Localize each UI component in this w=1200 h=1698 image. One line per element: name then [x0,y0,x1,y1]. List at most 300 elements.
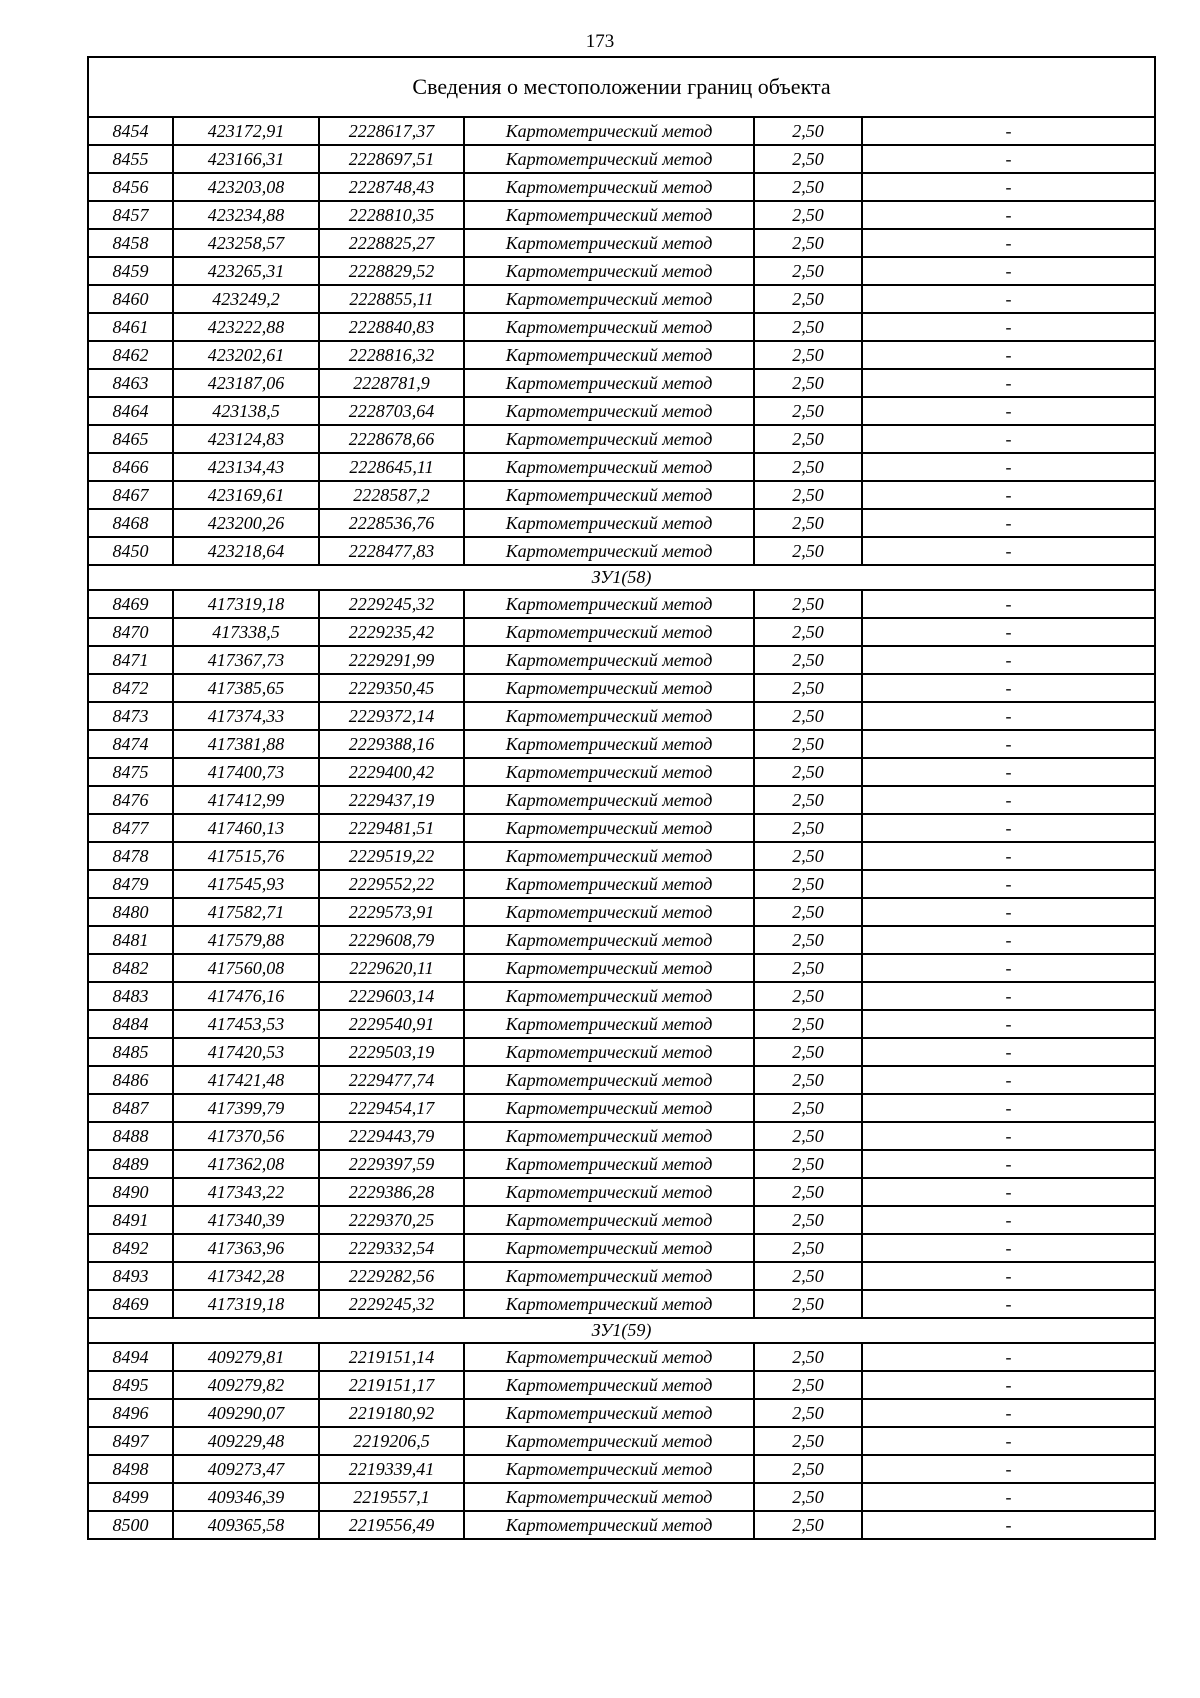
description-cell: - [862,1371,1155,1399]
accuracy-cell: 2,50 [754,1094,862,1122]
method-cell: Картометрический метод [464,926,754,954]
description-cell: - [862,842,1155,870]
table-row [88,618,1155,646]
point-number-cell: 8474 [88,730,173,758]
accuracy-cell: 2,50 [754,201,862,229]
y-coordinate-cell: 2229443,79 [319,1122,464,1150]
method-cell: Картометрический метод [464,1455,754,1483]
y-coordinate-cell: 2219206,5 [319,1427,464,1455]
method-cell: Картометрический метод [464,257,754,285]
point-number-cell: 8491 [88,1206,173,1234]
x-coordinate-cell: 417582,71 [173,898,319,926]
x-coordinate-cell: 423200,26 [173,509,319,537]
description-cell: - [862,758,1155,786]
accuracy-cell: 2,50 [754,1122,862,1150]
table-row [88,1234,1155,1262]
method-cell: Картометрический метод [464,814,754,842]
x-coordinate-cell: 417515,76 [173,842,319,870]
accuracy-cell: 2,50 [754,1511,862,1539]
table-row [88,1038,1155,1066]
method-cell: Картометрический метод [464,1010,754,1038]
point-number-cell: 8498 [88,1455,173,1483]
table-row [88,786,1155,814]
x-coordinate-cell: 423234,88 [173,201,319,229]
description-cell: - [862,341,1155,369]
x-coordinate-cell: 423218,64 [173,537,319,565]
table-title: Сведения о местоположении границ объекта [88,57,1155,117]
table-row [88,1399,1155,1427]
description-cell: - [862,285,1155,313]
description-cell: - [862,1010,1155,1038]
method-cell: Картометрический метод [464,1094,754,1122]
accuracy-cell: 2,50 [754,285,862,313]
x-coordinate-cell: 417338,5 [173,618,319,646]
accuracy-cell: 2,50 [754,481,862,509]
method-cell: Картометрический метод [464,702,754,730]
x-coordinate-cell: 417400,73 [173,758,319,786]
description-cell: - [862,1206,1155,1234]
table-row [88,646,1155,674]
section-header-row [88,1318,1155,1343]
method-cell: Картометрический метод [464,1178,754,1206]
point-number-cell: 8496 [88,1399,173,1427]
method-cell: Картометрический метод [464,898,754,926]
method-cell: Картометрический метод [464,1399,754,1427]
accuracy-cell: 2,50 [754,1150,862,1178]
point-number-cell: 8450 [88,537,173,565]
method-cell: Картометрический метод [464,730,754,758]
point-number-cell: 8467 [88,481,173,509]
description-cell: - [862,1290,1155,1318]
description-cell: - [862,453,1155,481]
table-row [88,1371,1155,1399]
x-coordinate-cell: 423166,31 [173,145,319,173]
x-coordinate-cell: 409279,82 [173,1371,319,1399]
table-row [88,201,1155,229]
x-coordinate-cell: 417343,22 [173,1178,319,1206]
method-cell: Картометрический метод [464,1150,754,1178]
method-cell: Картометрический метод [464,1122,754,1150]
y-coordinate-cell: 2229477,74 [319,1066,464,1094]
description-cell: - [862,173,1155,201]
point-number-cell: 8477 [88,814,173,842]
description-cell: - [862,926,1155,954]
method-cell: Картометрический метод [464,1038,754,1066]
description-cell: - [862,898,1155,926]
coordinates-table-container [87,56,1154,1540]
point-number-cell: 8479 [88,870,173,898]
x-coordinate-cell: 417421,48 [173,1066,319,1094]
description-cell: - [862,145,1155,173]
table-row [88,954,1155,982]
method-cell: Картометрический метод [464,397,754,425]
table-row [88,369,1155,397]
point-number-cell: 8483 [88,982,173,1010]
y-coordinate-cell: 2228810,35 [319,201,464,229]
y-coordinate-cell: 2229400,42 [319,758,464,786]
x-coordinate-cell: 409290,07 [173,1399,319,1427]
accuracy-cell: 2,50 [754,1483,862,1511]
y-coordinate-cell: 2229332,54 [319,1234,464,1262]
table-row [88,1010,1155,1038]
table-row [88,145,1155,173]
method-cell: Картометрический метод [464,117,754,145]
point-number-cell: 8462 [88,341,173,369]
point-number-cell: 8461 [88,313,173,341]
accuracy-cell: 2,50 [754,257,862,285]
accuracy-cell: 2,50 [754,954,862,982]
description-cell: - [862,1483,1155,1511]
x-coordinate-cell: 417381,88 [173,730,319,758]
x-coordinate-cell: 417412,99 [173,786,319,814]
x-coordinate-cell: 417362,08 [173,1150,319,1178]
description-cell: - [862,397,1155,425]
y-coordinate-cell: 2228617,37 [319,117,464,145]
description-cell: - [862,1399,1155,1427]
method-cell: Картометрический метод [464,425,754,453]
point-number-cell: 8478 [88,842,173,870]
method-cell: Картометрический метод [464,229,754,257]
table-row [88,285,1155,313]
x-coordinate-cell: 417374,33 [173,702,319,730]
method-cell: Картометрический метод [464,674,754,702]
table-row [88,814,1155,842]
description-cell: - [862,425,1155,453]
accuracy-cell: 2,50 [754,397,862,425]
table-row [88,926,1155,954]
method-cell: Картометрический метод [464,453,754,481]
accuracy-cell: 2,50 [754,1010,862,1038]
accuracy-cell: 2,50 [754,1343,862,1371]
section-header: ЗУ1(59) [88,1318,1155,1343]
method-cell: Картометрический метод [464,1511,754,1539]
x-coordinate-cell: 417319,18 [173,590,319,618]
accuracy-cell: 2,50 [754,1206,862,1234]
point-number-cell: 8472 [88,674,173,702]
point-number-cell: 8463 [88,369,173,397]
y-coordinate-cell: 2228678,66 [319,425,464,453]
method-cell: Картометрический метод [464,758,754,786]
x-coordinate-cell: 417385,65 [173,674,319,702]
method-cell: Картометрический метод [464,1234,754,1262]
boundary-coordinates-table [87,56,1156,1540]
table-row [88,481,1155,509]
accuracy-cell: 2,50 [754,730,862,758]
accuracy-cell: 2,50 [754,814,862,842]
method-cell: Картометрический метод [464,842,754,870]
description-cell: - [862,814,1155,842]
x-coordinate-cell: 417370,56 [173,1122,319,1150]
accuracy-cell: 2,50 [754,1038,862,1066]
accuracy-cell: 2,50 [754,982,862,1010]
accuracy-cell: 2,50 [754,453,862,481]
point-number-cell: 8466 [88,453,173,481]
point-number-cell: 8476 [88,786,173,814]
description-cell: - [862,201,1155,229]
accuracy-cell: 2,50 [754,786,862,814]
point-number-cell: 8473 [88,702,173,730]
table-row [88,1066,1155,1094]
point-number-cell: 8489 [88,1150,173,1178]
table-row [88,1150,1155,1178]
y-coordinate-cell: 2219151,17 [319,1371,464,1399]
accuracy-cell: 2,50 [754,369,862,397]
x-coordinate-cell: 423187,06 [173,369,319,397]
accuracy-cell: 2,50 [754,646,862,674]
accuracy-cell: 2,50 [754,842,862,870]
method-cell: Картометрический метод [464,201,754,229]
description-cell: - [862,537,1155,565]
table-row [88,1262,1155,1290]
point-number-cell: 8500 [88,1511,173,1539]
description-cell: - [862,618,1155,646]
accuracy-cell: 2,50 [754,509,862,537]
x-coordinate-cell: 417476,16 [173,982,319,1010]
accuracy-cell: 2,50 [754,758,862,786]
x-coordinate-cell: 423203,08 [173,173,319,201]
x-coordinate-cell: 417420,53 [173,1038,319,1066]
y-coordinate-cell: 2228477,83 [319,537,464,565]
method-cell: Картометрический метод [464,1066,754,1094]
description-cell: - [862,257,1155,285]
x-coordinate-cell: 423172,91 [173,117,319,145]
method-cell: Картометрический метод [464,1427,754,1455]
point-number-cell: 8494 [88,1343,173,1371]
method-cell: Картометрический метод [464,646,754,674]
y-coordinate-cell: 2229503,19 [319,1038,464,1066]
accuracy-cell: 2,50 [754,145,862,173]
x-coordinate-cell: 423202,61 [173,341,319,369]
y-coordinate-cell: 2219556,49 [319,1511,464,1539]
x-coordinate-cell: 409365,58 [173,1511,319,1539]
description-cell: - [862,730,1155,758]
y-coordinate-cell: 2228855,11 [319,285,464,313]
description-cell: - [862,481,1155,509]
x-coordinate-cell: 409346,39 [173,1483,319,1511]
description-cell: - [862,870,1155,898]
description-cell: - [862,982,1155,1010]
x-coordinate-cell: 409229,48 [173,1427,319,1455]
description-cell: - [862,1262,1155,1290]
point-number-cell: 8480 [88,898,173,926]
accuracy-cell: 2,50 [754,870,862,898]
description-cell: - [862,117,1155,145]
description-cell: - [862,1427,1155,1455]
x-coordinate-cell: 417579,88 [173,926,319,954]
accuracy-cell: 2,50 [754,674,862,702]
table-row [88,1122,1155,1150]
description-cell: - [862,786,1155,814]
description-cell: - [862,1178,1155,1206]
y-coordinate-cell: 2228703,64 [319,397,464,425]
table-row [88,1178,1155,1206]
method-cell: Картометрический метод [464,313,754,341]
accuracy-cell: 2,50 [754,1371,862,1399]
y-coordinate-cell: 2228587,2 [319,481,464,509]
y-coordinate-cell: 2228840,83 [319,313,464,341]
method-cell: Картометрический метод [464,1483,754,1511]
point-number-cell: 8493 [88,1262,173,1290]
x-coordinate-cell: 423249,2 [173,285,319,313]
x-coordinate-cell: 417340,39 [173,1206,319,1234]
method-cell: Картометрический метод [464,590,754,618]
x-coordinate-cell: 417319,18 [173,1290,319,1318]
point-number-cell: 8486 [88,1066,173,1094]
accuracy-cell: 2,50 [754,1234,862,1262]
x-coordinate-cell: 417342,28 [173,1262,319,1290]
x-coordinate-cell: 409273,47 [173,1455,319,1483]
section-header: ЗУ1(58) [88,565,1155,590]
method-cell: Картометрический метод [464,341,754,369]
method-cell: Картометрический метод [464,369,754,397]
x-coordinate-cell: 423169,61 [173,481,319,509]
point-number-cell: 8460 [88,285,173,313]
method-cell: Картометрический метод [464,870,754,898]
description-cell: - [862,1455,1155,1483]
description-cell: - [862,1511,1155,1539]
table-row [88,313,1155,341]
x-coordinate-cell: 417399,79 [173,1094,319,1122]
y-coordinate-cell: 2228536,76 [319,509,464,537]
x-coordinate-cell: 417545,93 [173,870,319,898]
accuracy-cell: 2,50 [754,898,862,926]
method-cell: Картометрический метод [464,1290,754,1318]
point-number-cell: 8482 [88,954,173,982]
y-coordinate-cell: 2228697,51 [319,145,464,173]
accuracy-cell: 2,50 [754,1399,862,1427]
point-number-cell: 8459 [88,257,173,285]
y-coordinate-cell: 2229245,32 [319,590,464,618]
accuracy-cell: 2,50 [754,702,862,730]
table-row [88,257,1155,285]
method-cell: Картометрический метод [464,537,754,565]
table-row [88,1455,1155,1483]
description-cell: - [862,702,1155,730]
accuracy-cell: 2,50 [754,1066,862,1094]
table-row [88,898,1155,926]
x-coordinate-cell: 423134,43 [173,453,319,481]
method-cell: Картометрический метод [464,1262,754,1290]
table-row [88,758,1155,786]
point-number-cell: 8469 [88,1290,173,1318]
y-coordinate-cell: 2219339,41 [319,1455,464,1483]
point-number-cell: 8465 [88,425,173,453]
table-row [88,425,1155,453]
point-number-cell: 8490 [88,1178,173,1206]
table-body [88,57,1155,1539]
description-cell: - [862,313,1155,341]
y-coordinate-cell: 2228781,9 [319,369,464,397]
y-coordinate-cell: 2229245,32 [319,1290,464,1318]
method-cell: Картометрический метод [464,1206,754,1234]
x-coordinate-cell: 423124,83 [173,425,319,453]
description-cell: - [862,369,1155,397]
y-coordinate-cell: 2228816,32 [319,341,464,369]
point-number-cell: 8454 [88,117,173,145]
y-coordinate-cell: 2228825,27 [319,229,464,257]
x-coordinate-cell: 417560,08 [173,954,319,982]
point-number-cell: 8455 [88,145,173,173]
y-coordinate-cell: 2229481,51 [319,814,464,842]
table-row [88,509,1155,537]
table-row [88,1290,1155,1318]
point-number-cell: 8481 [88,926,173,954]
point-number-cell: 8471 [88,646,173,674]
point-number-cell: 8495 [88,1371,173,1399]
x-coordinate-cell: 417453,53 [173,1010,319,1038]
table-row [88,229,1155,257]
y-coordinate-cell: 2229454,17 [319,1094,464,1122]
table-row [88,537,1155,565]
point-number-cell: 8470 [88,618,173,646]
method-cell: Картометрический метод [464,481,754,509]
method-cell: Картометрический метод [464,618,754,646]
table-row [88,870,1155,898]
y-coordinate-cell: 2229603,14 [319,982,464,1010]
y-coordinate-cell: 2229235,42 [319,618,464,646]
table-row [88,1483,1155,1511]
table-title-row [88,57,1155,117]
table-row [88,173,1155,201]
accuracy-cell: 2,50 [754,117,862,145]
y-coordinate-cell: 2228748,43 [319,173,464,201]
y-coordinate-cell: 2229519,22 [319,842,464,870]
y-coordinate-cell: 2229608,79 [319,926,464,954]
accuracy-cell: 2,50 [754,926,862,954]
description-cell: - [862,646,1155,674]
point-number-cell: 8456 [88,173,173,201]
accuracy-cell: 2,50 [754,537,862,565]
point-number-cell: 8488 [88,1122,173,1150]
y-coordinate-cell: 2219180,92 [319,1399,464,1427]
description-cell: - [862,590,1155,618]
table-row [88,397,1155,425]
table-row [88,453,1155,481]
accuracy-cell: 2,50 [754,1178,862,1206]
accuracy-cell: 2,50 [754,618,862,646]
x-coordinate-cell: 423258,57 [173,229,319,257]
x-coordinate-cell: 423265,31 [173,257,319,285]
table-row [88,1206,1155,1234]
point-number-cell: 8492 [88,1234,173,1262]
accuracy-cell: 2,50 [754,313,862,341]
description-cell: - [862,1094,1155,1122]
y-coordinate-cell: 2229372,14 [319,702,464,730]
x-coordinate-cell: 423138,5 [173,397,319,425]
point-number-cell: 8468 [88,509,173,537]
page-number: 173 [585,31,615,52]
accuracy-cell: 2,50 [754,1455,862,1483]
accuracy-cell: 2,50 [754,1290,862,1318]
accuracy-cell: 2,50 [754,1427,862,1455]
y-coordinate-cell: 2229282,56 [319,1262,464,1290]
table-row [88,117,1155,145]
table-row [88,1511,1155,1539]
table-row [88,1094,1155,1122]
table-row [88,341,1155,369]
description-cell: - [862,1038,1155,1066]
point-number-cell: 8487 [88,1094,173,1122]
y-coordinate-cell: 2229540,91 [319,1010,464,1038]
y-coordinate-cell: 2229437,19 [319,786,464,814]
accuracy-cell: 2,50 [754,173,862,201]
y-coordinate-cell: 2228645,11 [319,453,464,481]
table-row [88,674,1155,702]
description-cell: - [862,509,1155,537]
description-cell: - [862,1122,1155,1150]
point-number-cell: 8464 [88,397,173,425]
y-coordinate-cell: 2229397,59 [319,1150,464,1178]
